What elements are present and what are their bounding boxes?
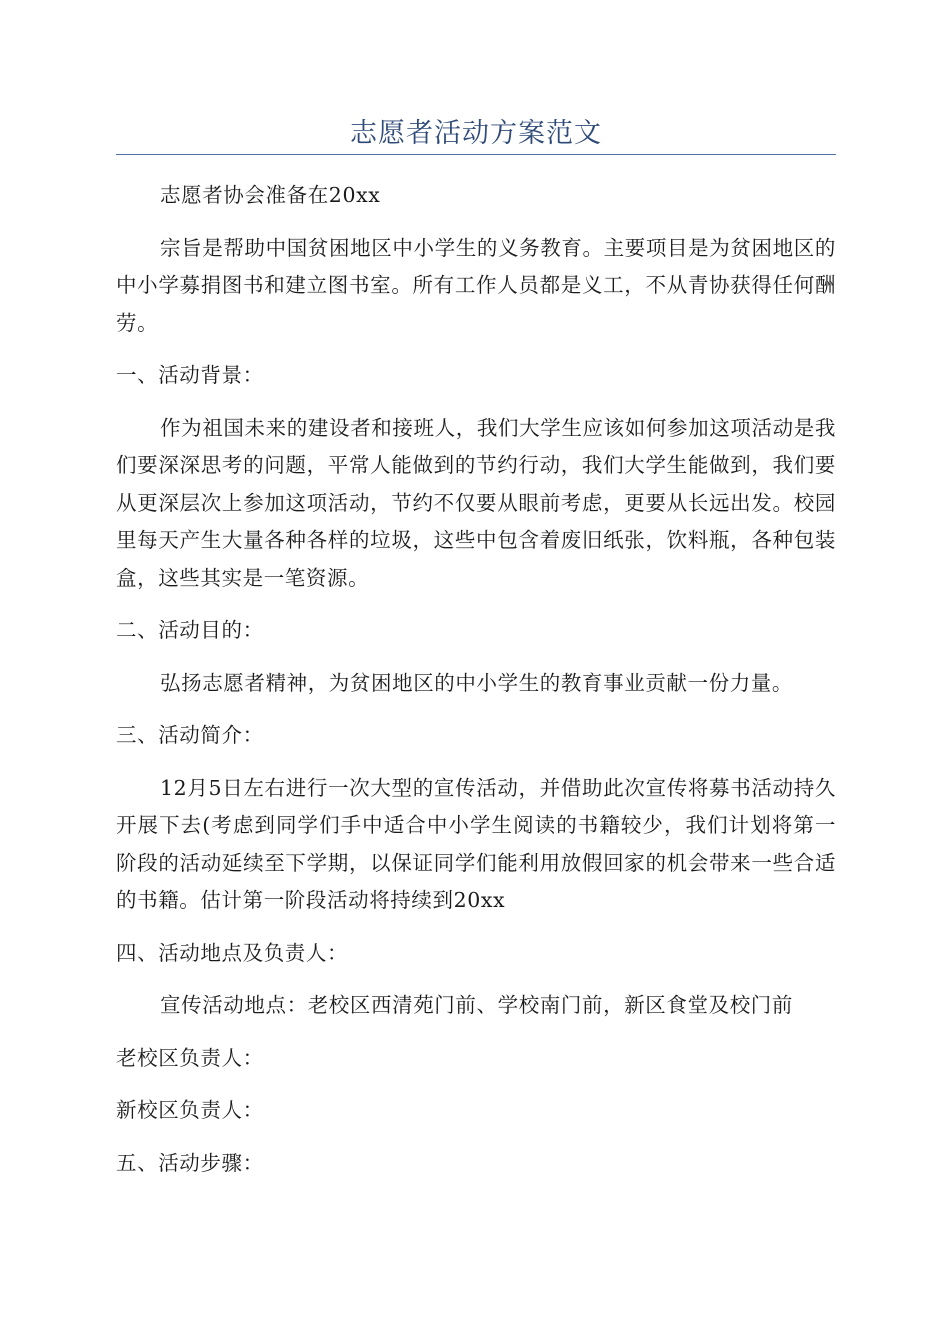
- heading-background: 一、活动背景：: [116, 363, 264, 387]
- paragraph-goal: 弘扬志愿者精神，为贫困地区的中小学生的教育事业贡献一份力量。: [160, 670, 793, 695]
- title-underline: [116, 154, 836, 155]
- heading-introduction: 三、活动简介：: [116, 723, 264, 747]
- document-body: [116, 177, 836, 1182]
- heading-steps: 五、活动步骤：: [116, 1150, 264, 1175]
- document-title: 志愿者活动方案范文: [350, 118, 602, 149]
- heading-goal: 二、活动目的：: [116, 618, 264, 642]
- paragraph-intro: 志愿者协会准备在20xx: [160, 183, 381, 207]
- paragraph-introduction: 12月5日左右进行一次大型的宣传活动，并借助此次宣传将募书活动持久开展下去(考虑到同学们手中适合中小学生阅读的书籍较少，我们计划将第一阶段的活动延续至下学期，以保证同学们能利用放假回家的机会带来一些合适的书籍。估计第一阶段活动将持续到20xx: [116, 775, 836, 912]
- document-page: [116, 0, 836, 1182]
- old-campus-lead: 老校区负责人：: [116, 1045, 264, 1070]
- heading-location: 四、活动地点及负责人：: [116, 940, 349, 965]
- paragraph-location: 宣传活动地点：老校区西清苑门前、学校南门前，新区食堂及校门前: [160, 993, 793, 1017]
- paragraph-background: 作为祖国未来的建设者和接班人，我们大学生应该如何参加这项活动是我们要深深思考的问题，平常人能做到的节约行动，我们大学生能做到，我们要从更深层次上参加这项活动，节约不仅要从眼前考虑，更要从长远出发。校园里每天产生大量各种各样的垃圾，这些中包含着废旧纸张，饮料瓶，各种包装盒，这些其实是一笔资源。: [116, 415, 836, 590]
- paragraph-purpose: 宗旨是帮助中国贫困地区中小学生的义务教育。主要项目是为贫困地区的中小学募捐图书和建立图书室。所有工作人员都是义工，不从青协获得任何酬劳。: [116, 235, 836, 335]
- new-campus-lead: 新校区负责人：: [116, 1098, 264, 1122]
